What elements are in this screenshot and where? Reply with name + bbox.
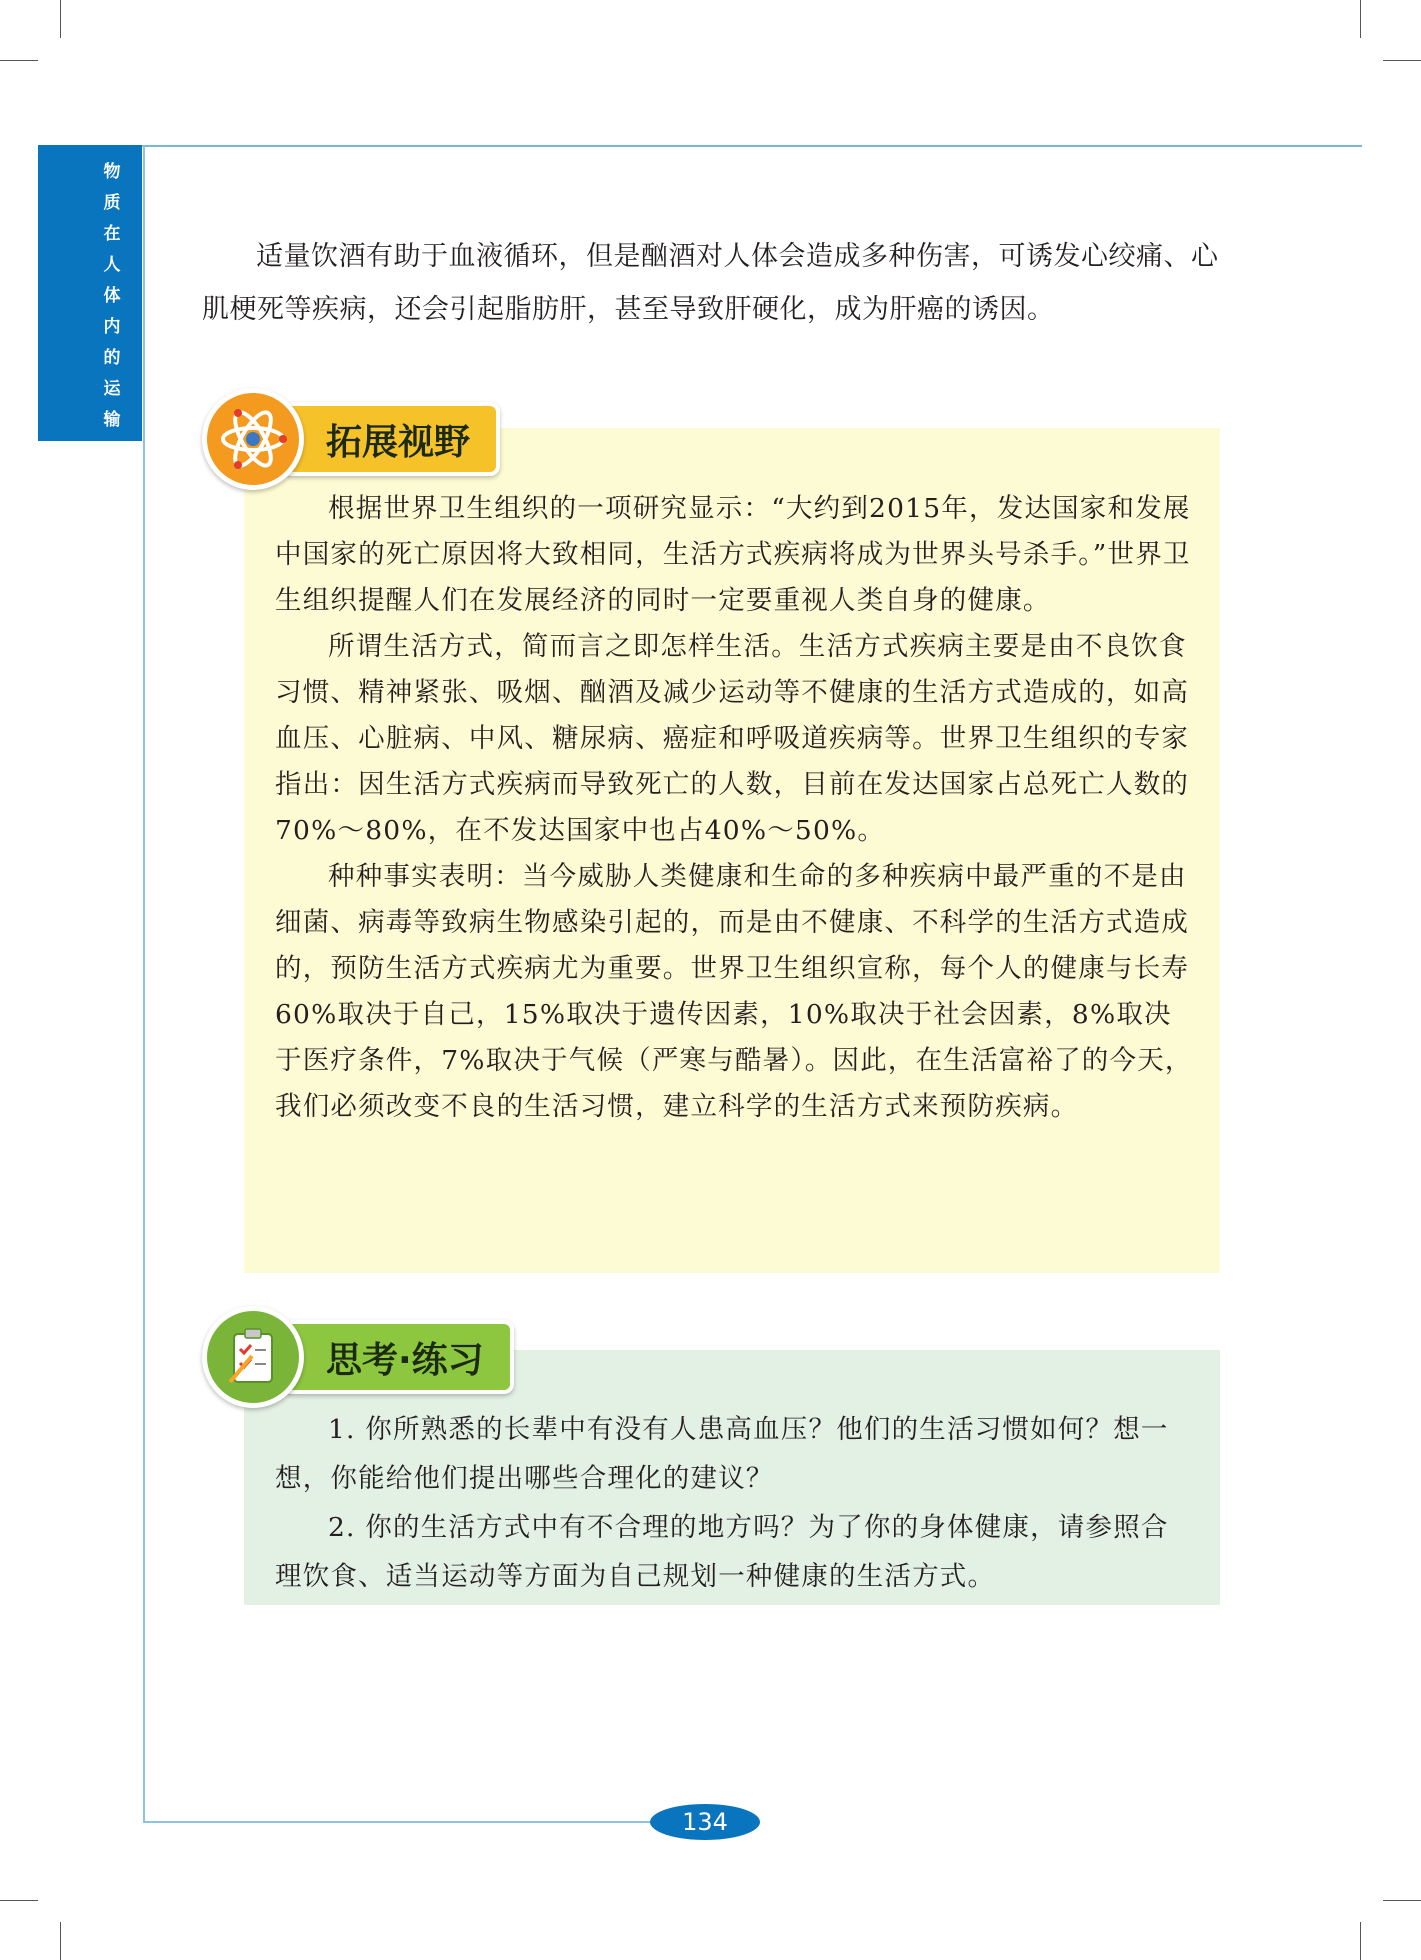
- expand-paragraph: 所谓生活方式，简而言之即怎样生活。生活方式疾病主要是由不良饮食习惯、精神紧张、吸烟、酗酒及减少运动等不健康的生活方式造成的，如高血压、心脏病、中风、糖尿病、癌症和呼吸道疾病等。世界卫生组织的专家指出：因生活方式疾病而导致死亡的人数，目前在发达国家占总死亡人数的70%～80%，在不发达国家中也占40%～50%。: [275, 631, 1190, 846]
- side-tab-char: 输: [103, 410, 121, 430]
- expand-horizon-title: 拓展视野: [282, 402, 500, 476]
- intro-paragraph: 适量饮酒有助于血液循环，但是酗酒对人体会造成多种伤害，可诱发心绞痛、心肌梗死等疾病，还会引起脂肪肝，甚至导致肝硬化，成为肝癌的诱因。: [202, 241, 1219, 325]
- side-tab-char: 在: [103, 224, 121, 244]
- crop-mark: [1383, 1900, 1421, 1901]
- crop-mark: [0, 60, 38, 61]
- atom-icon: [202, 388, 304, 490]
- expand-paragraph: 根据世界卫生组织的一项研究显示：“大约到2015年，发达国家和发展中国家的死亡原因将大致相同，生活方式疾病将成为世界头号杀手。”世界卫生组织提醒人们在发展经济的同时一定要重视人类自身的健康。: [275, 493, 1191, 616]
- page-frame-top: [140, 145, 1362, 147]
- page-number: 134: [650, 1804, 760, 1840]
- crop-mark: [60, 1922, 61, 1960]
- crop-mark: [60, 0, 61, 38]
- exercise-item: 1. 你所熟悉的长辈中有没有人患高血压？他们的生活习惯如何？想一想，你能给他们提出哪些合理化的建议？: [275, 1414, 1169, 1494]
- think-exercise-content: [275, 1405, 1195, 1601]
- crop-mark: [1383, 60, 1421, 61]
- side-tab-char: 体: [103, 286, 121, 306]
- crop-mark: [0, 1900, 38, 1901]
- crop-mark: [1360, 1922, 1361, 1960]
- crop-mark: [1360, 0, 1361, 38]
- side-tab-char: 运: [103, 379, 121, 399]
- page-frame-left: [143, 145, 145, 1822]
- page-frame-bottom: [143, 1821, 655, 1823]
- expand-horizon-content: [275, 486, 1195, 1130]
- side-tab-char: 物: [103, 162, 121, 182]
- side-tab-char: 人: [103, 255, 121, 275]
- think-exercise-title: 思考·练习: [282, 1320, 514, 1394]
- clipboard-check-icon: [202, 1306, 304, 1408]
- exercise-item: 2. 你的生活方式中有不合理的地方吗？为了你的身体健康，请参照合理饮食、适当运动等方面为自己规划一种健康的生活方式。: [275, 1512, 1169, 1592]
- side-tab-char: 的: [103, 348, 121, 368]
- expand-horizon-header: [202, 388, 500, 490]
- side-tab-char: 内: [103, 317, 121, 337]
- expand-paragraph: 种种事实表明：当今威胁人类健康和生命的多种疾病中最严重的不是由细菌、病毒等致病生物感染引起的，而是由不健康、不科学的生活方式造成的，预防生活方式疾病尤为重要。世界卫生组织宣称，每个人的健康与长寿60%取决于自己，15%取决于遗传因素，10%取决于社会因素，8%取决于医疗条件，7%取决于气候（严寒与酷暑）。因此，在生活富裕了的今天，我们必须改变不良的生活习惯，建立科学的生活方式来预防疾病。: [275, 861, 1193, 1122]
- side-tab-char: 质: [103, 193, 121, 213]
- think-exercise-header: [202, 1306, 514, 1408]
- chapter-side-tab: [38, 145, 142, 441]
